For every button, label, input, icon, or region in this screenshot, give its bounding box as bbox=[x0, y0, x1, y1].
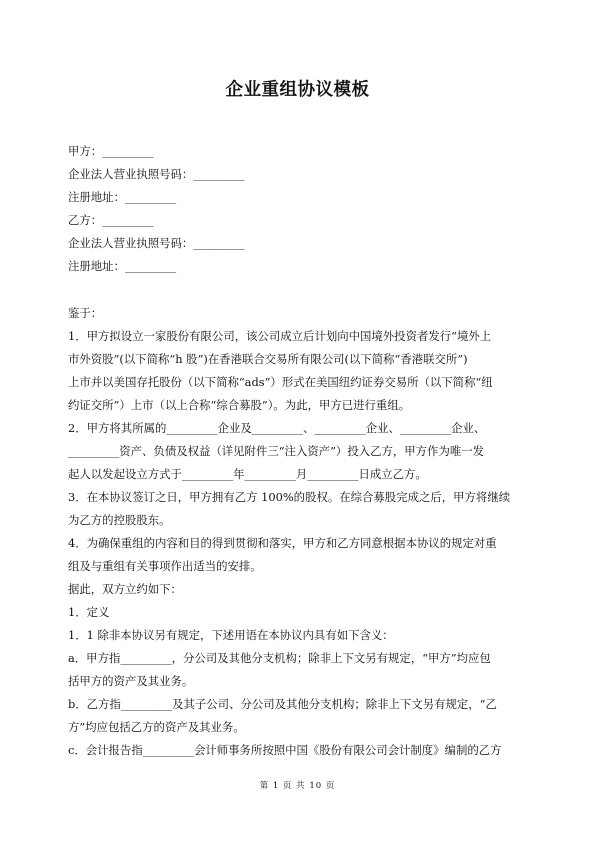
recital-line: 起人以发起设立方式于_________年_________月_________日成立乙方。 bbox=[68, 467, 427, 481]
page-footer: 第 1 页 共 10 页 bbox=[259, 781, 336, 791]
party-b-name: 乙方：_________ bbox=[68, 213, 154, 227]
recital-line: 市外资股”(以下简称“h 股”)在香港联合交易所有限公司(以下简称“香港联交所”) bbox=[68, 352, 468, 366]
clause-line: a．甲方指_________，分公司及其他分支机构；除非上下文另有规定，“甲方”均应包 bbox=[68, 651, 491, 665]
clause-line: c．会计报告指_________会计师事务所按照中国《股份有限公司会计制度》编制的乙方 bbox=[68, 743, 502, 757]
recital-line: 约证交所”）上市（以上合称“综合募股”）。为此，甲方已进行重组。 bbox=[68, 398, 411, 412]
clause-line: b．乙方指_________及其子公司、分公司及其他分支机构；除非上下文另有规定，“乙 bbox=[68, 697, 497, 711]
recital-line: _________资产、负债及权益（详见附件三“注入资产”）投入乙方，甲方作为唯一发 bbox=[68, 444, 485, 458]
recital-line: 4．为确保重组的内容和目的得到贯彻和落实，甲方和乙方同意根据本协议的规定对重 bbox=[68, 536, 497, 550]
clause-line: 1．1 除非本协议另有规定，下述用语在本协议内具有如下含义： bbox=[68, 628, 394, 642]
recital-line: 组及与重组有关事项作出适当的安排。 bbox=[68, 559, 262, 573]
document-title: 企业重组协议模板 bbox=[225, 80, 370, 100]
clause-line: 括甲方的资产及其业务。 bbox=[68, 674, 194, 688]
party-b-address: 注册地址：_________ bbox=[68, 259, 177, 273]
recital-line: 为乙方的控股股东。 bbox=[68, 513, 171, 527]
section-heading-definitions: 1．定义 bbox=[68, 605, 110, 619]
agreement-intro: 据此，双方立约如下： bbox=[68, 582, 182, 596]
recital-line: 上市并以美国存托股份（以下简称“ads”）形式在美国纽约证券交易所（以下简称“纽 bbox=[68, 375, 493, 389]
recital-line: 2．甲方将其所属的_________企业及_________、_________企业、_________企业、 bbox=[68, 421, 486, 435]
clause-line: 方”均应包括乙方的资产及其业务。 bbox=[68, 720, 245, 734]
recital-line: 1．甲方拟设立一家股份有限公司，该公司成立后计划向中国境外投资者发行“境外上 bbox=[68, 329, 492, 343]
party-a-license: 企业法人营业执照号码：_________ bbox=[68, 167, 245, 181]
party-a-address: 注册地址：_________ bbox=[68, 190, 177, 204]
party-b-license: 企业法人营业执照号码：_________ bbox=[68, 236, 245, 250]
recital-line: 3．在本协议签订之日，甲方拥有乙方 100%的股权。在综合募股完成之后，甲方将继续 bbox=[68, 490, 511, 504]
recitals-heading: 鉴于： bbox=[68, 306, 103, 320]
party-a-name: 甲方：_________ bbox=[68, 144, 154, 158]
